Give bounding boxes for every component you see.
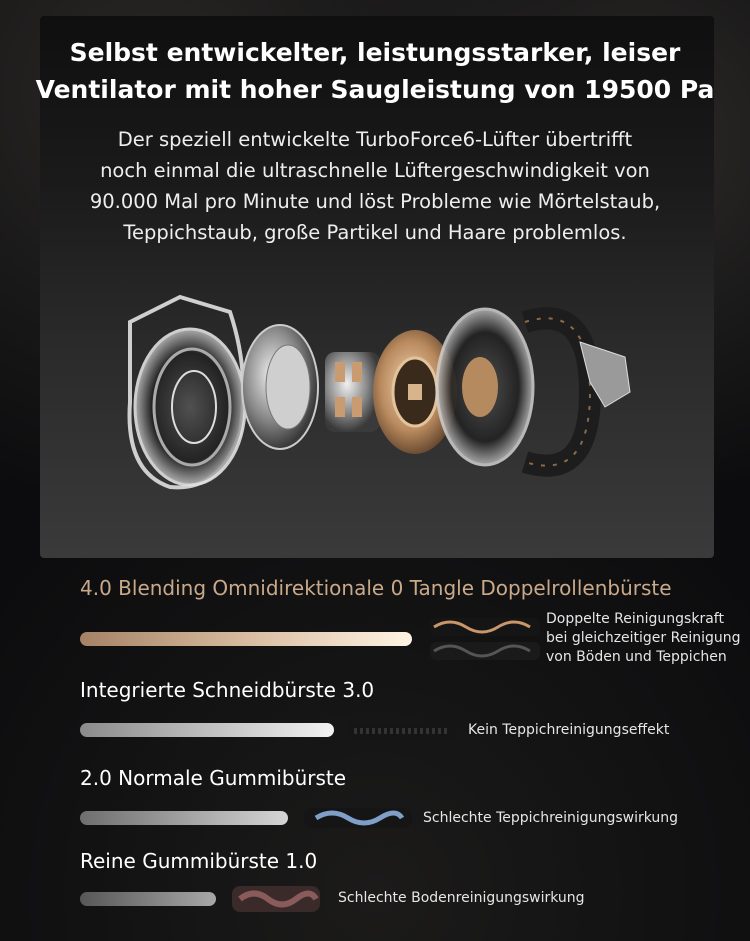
title-line-1: Selbst entwickelter, leistungsstarker, leiser [69,38,681,67]
desc-line-3: 90.000 Mal pro Minute und löst Probleme wie Mörtelstaub, [89,190,661,213]
brush-performance-bar-4-0 [80,632,412,646]
fan-housing [130,297,246,487]
brush-performance-bar-3-0 [80,723,334,737]
note-line-2: bei gleichzeitiger Reinigung [546,630,741,646]
note-line-1: Doppelte Reinigungskraft [546,611,724,627]
fan-description [60,124,690,248]
double-roller-brush-image [430,614,542,664]
brush-title-2-0: 2.0 Normale Gummibürste [80,766,347,790]
desc-line-1: Der speziell entwickelte TurboForce6-Lüfter übertrifft [117,128,633,151]
brush-note-4-0 [546,610,741,667]
fan-stator [325,352,380,432]
cutting-brush-image [346,718,458,744]
note-line-3: von Böden und Teppichen [546,649,727,665]
brush-performance-bar-1-0 [80,892,216,906]
brush-note-1-0: Schlechte Bodenreinigungswirkung [338,890,585,906]
pure-rubber-brush-image [230,882,322,916]
exploded-fan-illustration [120,282,640,502]
brush-title-1-0: Reine Gummibürste 1.0 [80,849,318,873]
brush-note-2-0: Schlechte Teppichreinigungswirkung [423,810,679,826]
page-title [0,34,750,108]
rubber-brush-image [302,804,414,832]
brush-title-3-0: Integrierte Schneidbürste 3.0 [80,678,375,702]
fan-impeller [242,325,318,449]
brush-comparison-section [0,570,750,941]
title-line-2: Ventilator mit hoher Saugleistung von 19500 Pa [35,75,715,104]
brush-note-3-0: Kein Teppichreinigungseffekt [468,722,670,738]
desc-line-2: noch einmal die ultraschnelle Lüftergeschwindigkeit von [100,159,650,182]
desc-line-4: Teppichstaub, große Partikel und Haare problemlos. [123,221,627,244]
fan-circuit-board [525,318,630,465]
brush-title-4-0: 4.0 Blending Omnidirektionale 0 Tangle Doppelrollenbürste [80,576,672,600]
fan-clear-cover [437,309,533,465]
brush-performance-bar-2-0 [80,811,288,825]
